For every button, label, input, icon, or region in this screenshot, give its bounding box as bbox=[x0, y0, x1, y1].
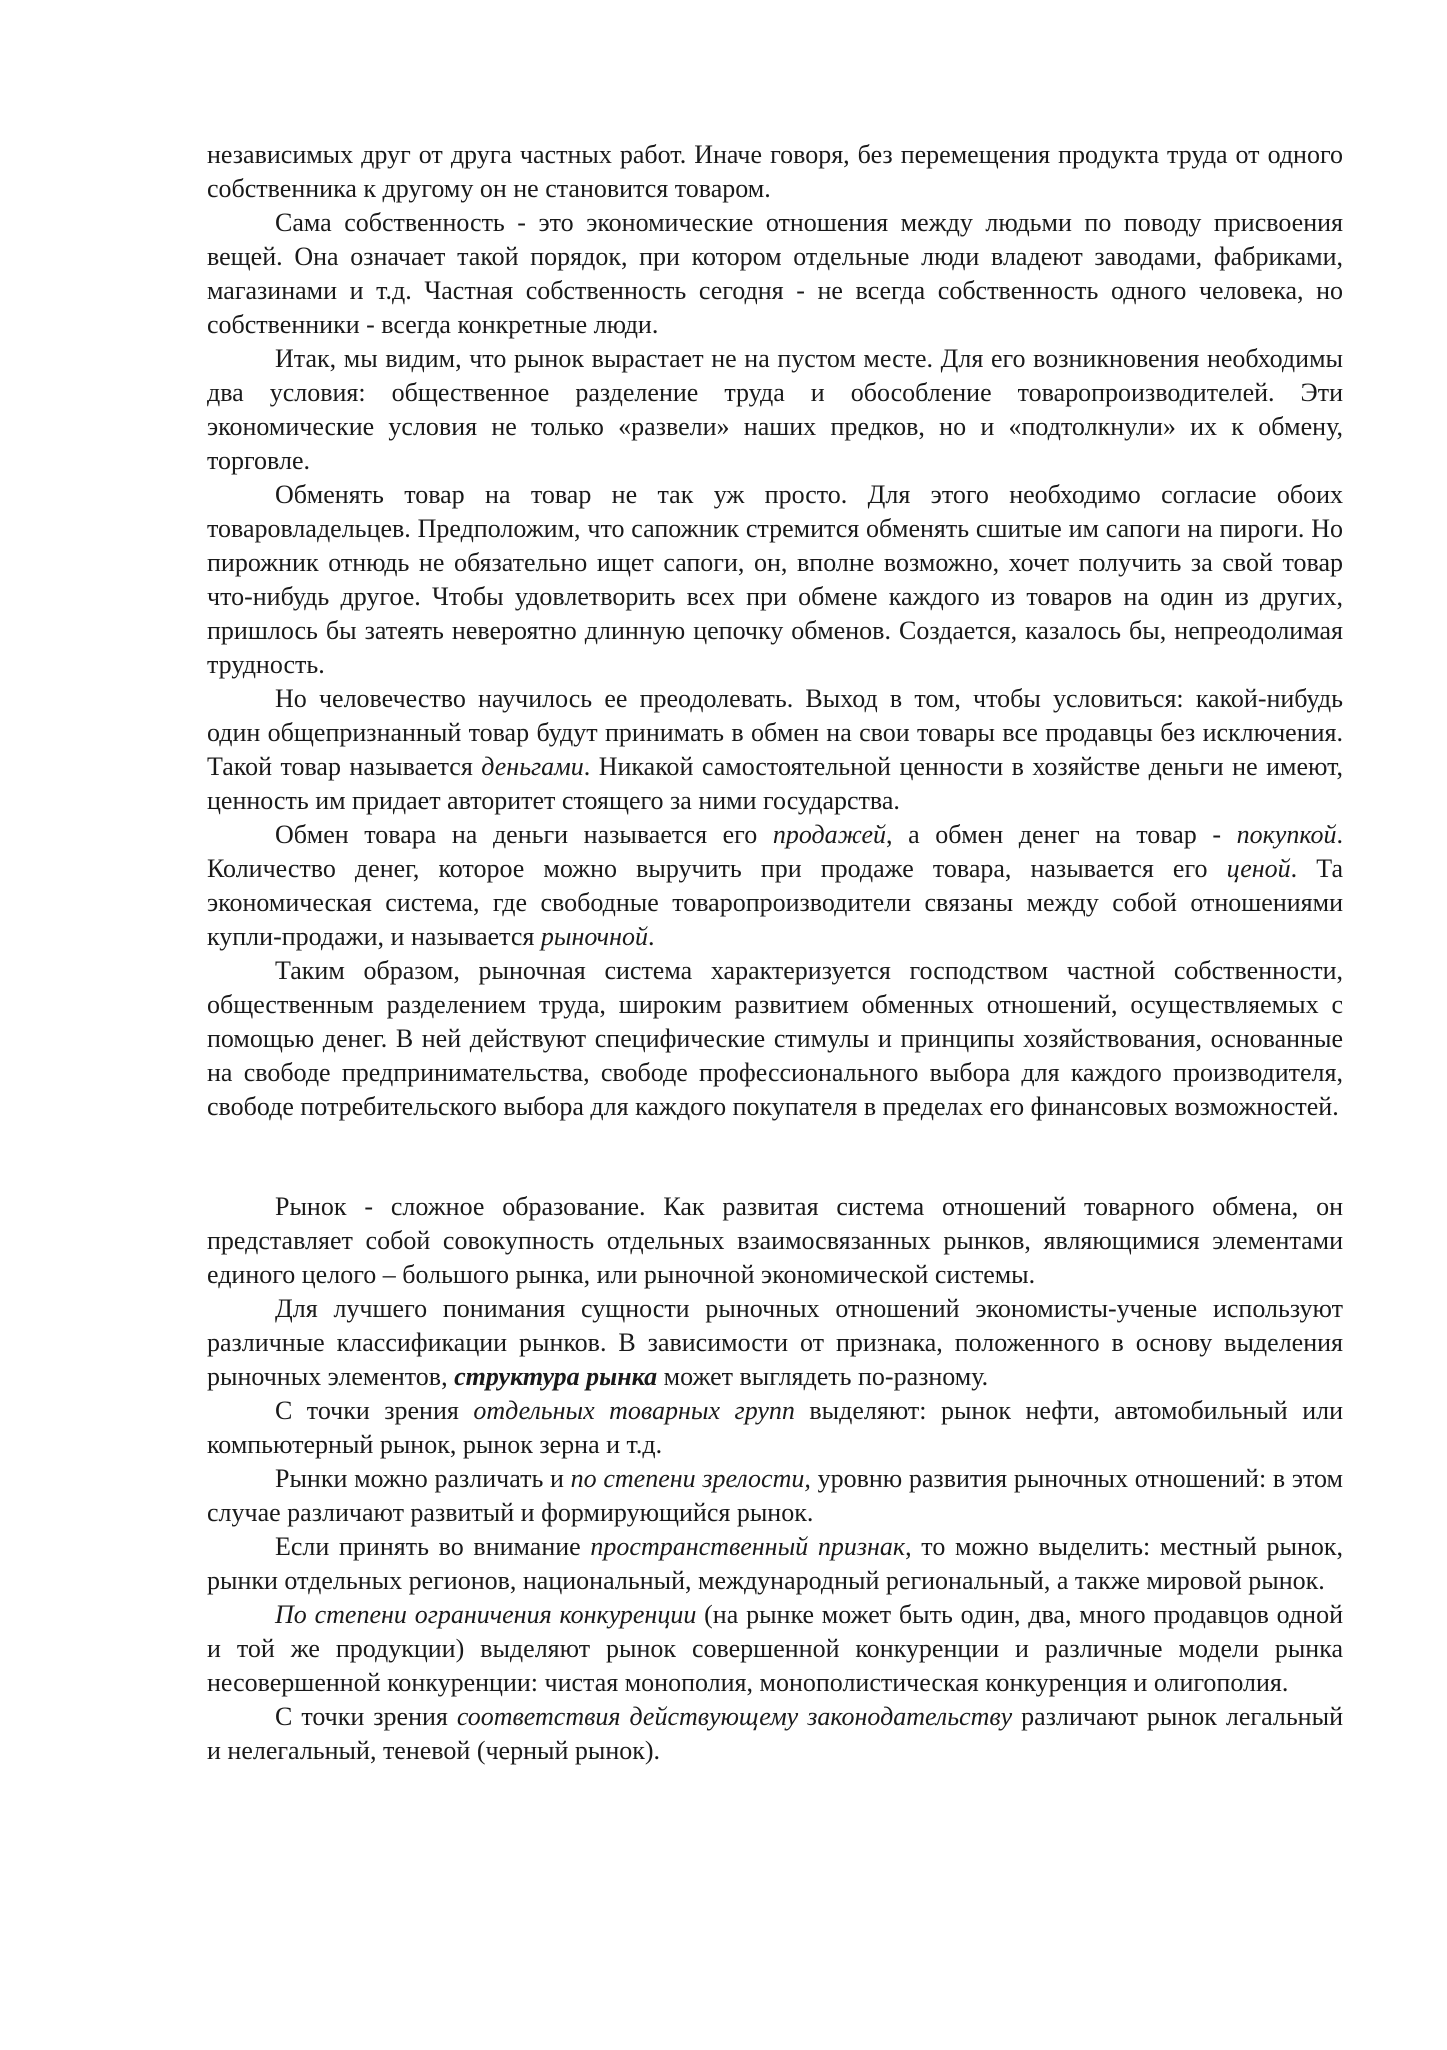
text-run: Обменять товар на товар не так уж просто. Для этого необходимо согласие обоих товаровладельцев. Предположим, что сапожник стремится обменять сшитые им сапоги на пироги. Но пирожник отнюдь не обязательно ищет сапоги, он, вполне возможно, хочет получить за свой товар что-нибудь другое. Чтобы удовлетворить всех при обмене каждого из товаров на один из других, пришлось бы затеять невероятно длинную цепочку обменов. Создается, казалось бы, непреодолимая трудность. bbox=[207, 480, 1343, 679]
body-paragraph-13 bbox=[207, 1530, 1343, 1598]
body-paragraph-14 bbox=[207, 1598, 1343, 1700]
document-page bbox=[207, 138, 1343, 1768]
italic-term: деньгами bbox=[481, 752, 584, 781]
italic-term: По степени ограничения конкуренции bbox=[275, 1600, 697, 1629]
italic-term: покупкой bbox=[1236, 820, 1337, 849]
text-run: Сама собственность - это экономические отношения между людьми по поводу присвоения вещей. Она означает такой порядок, при котором отдельные люди владеют заводами, фабриками, магазинами и т.д. Частная собственность сегодня - не всегда собственность одного человека, но собственники - всегда конкретные люди. bbox=[207, 208, 1343, 339]
italic-term: ценой bbox=[1226, 854, 1291, 883]
body-paragraph-7 bbox=[207, 954, 1343, 1124]
italic-term: соответствия действующему законодательству bbox=[456, 1702, 1013, 1731]
text-run: выделяют: рынок нефти, автомобильный или компьютерный рынок, рынок зерна и т.д. bbox=[207, 1396, 1343, 1459]
text-run: Таким образом, рыночная система характеризуется господством частной собственности, общественным разделением труда, широким развитием обменных отношений, осуществляемых с помощью денег. В ней действуют специфические стимулы и принципы хозяйствования, основанные на свободе предпринимательства, свободе профессионального выбора для каждого производителя, свободе потребительского выбора для каждого покупателя в пределах его финансовых возможностей. bbox=[207, 956, 1343, 1121]
text-run: . bbox=[647, 922, 655, 951]
text-run: (на рынке может быть один, два, много продавцов одной и той же продукции) выделяют рынок совершенной конкуренции и различные модели рынка несовершенной конкуренции: чистая монополия, монополистическая конкуренция и олигополия. bbox=[207, 1600, 1343, 1697]
body-paragraph-6 bbox=[207, 818, 1343, 954]
italic-term: по степени зрелости, bbox=[570, 1464, 811, 1493]
body-paragraph-4 bbox=[207, 478, 1343, 682]
paragraph-gap bbox=[207, 1124, 1343, 1190]
body-paragraph-3 bbox=[207, 342, 1343, 478]
text-run: Итак, мы видим, что рынок вырастает не на пустом месте. Для его возникновения необходимы два условия: общественное разделение труда и обособление товаропроизводителей. Эти экономические условия не только «развели» наших предков, но и «подтолкнули» их к обмену, торговле. bbox=[207, 344, 1343, 475]
text-run: Для лучшего понимания сущности рыночных отношений экономисты-ученые используют различные классификации рынков. В зависимости от признака, положенного в основу выделения рыночных элементов, bbox=[207, 1294, 1343, 1391]
body-paragraph-15 bbox=[207, 1700, 1343, 1768]
text-run: . Количество денег, которое можно выручить при продаже товара, называется его bbox=[207, 820, 1343, 883]
text-run: уровню развития рыночных отношений: в этом случае различают развитый и формирующийся рынок. bbox=[207, 1464, 1343, 1527]
body-paragraph-5 bbox=[207, 682, 1343, 818]
body-paragraph-11 bbox=[207, 1394, 1343, 1462]
text-run: независимых друг от друга частных работ. Иначе говоря, без перемещения продукта труда от одного собственника к другому он не становится товаром. bbox=[207, 140, 1343, 203]
bold-italic-term: структура рынка bbox=[454, 1362, 658, 1391]
body-paragraph-2 bbox=[207, 206, 1343, 342]
text-run: может выглядеть по-разному. bbox=[657, 1362, 989, 1391]
text-run: Если принять во внимание bbox=[275, 1532, 591, 1561]
text-run: , а обмен денег на товар - bbox=[886, 820, 1237, 849]
body-paragraph-9 bbox=[207, 1190, 1343, 1292]
text-run: Рынок - сложное образование. Как развитая система отношений товарного обмена, он представляет собой совокупность отдельных взаимосвязанных рынков, являющимися элементами единого целого – большого рынка, или рыночной экономической системы. bbox=[207, 1192, 1343, 1289]
text-run: Обмен товара на деньги называется его bbox=[275, 820, 773, 849]
text-run: Но человечество научилось ее преодолевать. Выход в том, чтобы условиться: какой-нибудь один общепризнанный товар будут принимать в обмен на свои товары все продавцы без исключения. Такой товар называется bbox=[207, 684, 1343, 781]
text-run: , то можно выделить: местный рынок, рынки отдельных регионов, национальный, международный региональный, а также мировой рынок. bbox=[207, 1532, 1343, 1595]
body-paragraph-1 bbox=[207, 138, 1343, 206]
text-run: С точки зрения bbox=[275, 1702, 457, 1731]
text-run: Рынки можно различать и bbox=[275, 1464, 571, 1493]
italic-term: пространственный признак bbox=[590, 1532, 906, 1561]
text-run: С точки зрения bbox=[275, 1396, 474, 1425]
text-run: различают рынок легальный и нелегальный, теневой (черный рынок). bbox=[207, 1702, 1343, 1765]
body-paragraph-10 bbox=[207, 1292, 1343, 1394]
body-paragraph-12 bbox=[207, 1462, 1343, 1530]
italic-term: рыночной bbox=[540, 922, 648, 951]
italic-term: продажей bbox=[772, 820, 887, 849]
text-run: . Никакой самостоятельной ценности в хозяйстве деньги не имеют, ценность им придает авторитет стоящего за ними государства. bbox=[207, 752, 1343, 815]
text-run: . Та экономическая система, где свободные товаропроизводители связаны между собой отношениями купли-продажи, и называется bbox=[207, 854, 1344, 951]
italic-term: отдельных товарных групп bbox=[473, 1396, 795, 1425]
